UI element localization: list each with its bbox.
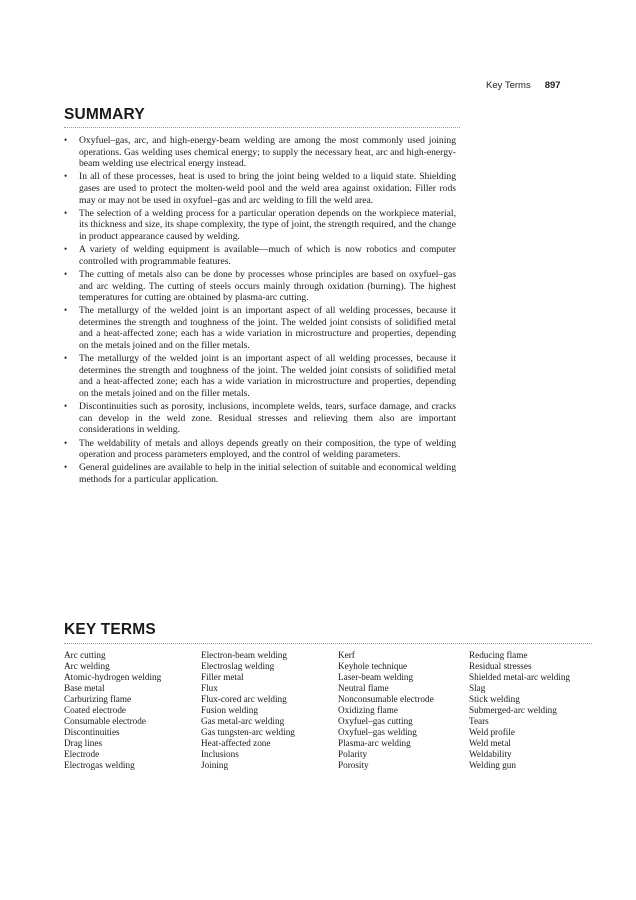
summary-item [64,244,456,267]
key-term: Weldability [469,749,512,760]
key-terms-divider [64,643,592,644]
summary-item [64,438,456,461]
key-term: Polarity [338,749,368,760]
summary-heading: SUMMARY [64,106,145,123]
summary-item [64,135,456,170]
key-term: Plasma-arc welding [338,738,411,749]
key-term: Gas metal-arc welding [201,716,285,727]
key-terms-column [201,650,338,772]
key-term: Discontinuities [64,727,120,738]
running-head-section: Key Terms [486,80,531,91]
key-term: Porosity [338,760,369,771]
key-term: Welding gun [469,760,516,771]
key-term: Slag [469,683,486,694]
summary-item-text: The metallurgy of the welded joint is an important aspect of all welding processes, because it determines the strength and toughness of the joint. The welded joint consists of solidified metal and a heat-affected zone; each has a wide variation in microstructure and properties, depending on the metals joined and on the filler metals. [79,305,456,352]
summary-list [64,135,456,487]
key-terms-grid [64,650,592,772]
key-terms-column [469,650,592,772]
key-term: Arc welding [64,661,110,672]
key-term: Inclusions [201,749,239,760]
summary-item-text: The selection of a welding process for a particular operation depends on the workpiece material, its thickness and size, its shape complexity, the type of joint, the strength required, and the change in product appearance caused by welding. [79,207,456,242]
key-term: Tears [469,716,489,727]
key-term: Electrode [64,749,100,760]
key-term: Weld profile [469,727,515,738]
key-term: Oxidizing flame [338,705,398,716]
key-term: Electroslag welding [201,661,275,672]
key-term: Carburizing flame [64,694,132,705]
key-term: Laser-beam welding [338,672,414,683]
summary-item [64,353,456,399]
key-term: Kerf [338,650,355,660]
key-term: Weld metal [469,738,511,749]
key-term: Residual stresses [469,661,532,672]
key-term: Reducing flame [469,650,528,660]
key-term: Arc cutting [64,650,106,660]
summary-divider [64,127,460,128]
key-terms-column [338,650,469,772]
key-term: Joining [201,760,229,771]
summary-item-text: In all of these processes, heat is used to bring the joint being welded to a liquid state. Shielding gases are used to protect the molten-weld pool and the weld area against oxidation. Filler rods may or may not be used in oxyfuel–gas and arc welding to fill the weld area. [79,171,456,206]
key-term: Electrogas welding [64,760,135,771]
key-term: Oxyfuel–gas cutting [338,716,413,727]
key-term: Flux [201,683,218,694]
key-term: Nonconsumable electrode [338,694,434,705]
summary-item-text: General guidelines are available to help in the initial selection of suitable and economical welding methods for a particular application. [79,462,456,485]
running-head [486,80,561,91]
summary-item [64,401,456,436]
page-number: 897 [544,80,561,91]
key-term: Fusion welding [201,705,258,716]
key-term: Submerged-arc welding [469,705,557,716]
key-term: Coated electrode [64,705,126,716]
summary-item-text: Discontinuities such as porosity, inclusions, incomplete welds, tears, surface damage, and cracks can develop in the weld zone. Residual stresses and relieving them also are important considerations in welding. [79,401,456,436]
bullet-icon: • [64,305,68,316]
summary-item [64,269,456,304]
bullet-icon: • [64,462,68,473]
key-term: Electron-beam welding [201,650,287,660]
key-terms-heading: KEY TERMS [64,621,156,638]
summary-item [64,305,456,351]
summary-item-text: Oxyfuel–gas, arc, and high-energy-beam welding are among the most commonly used joining operations. Gas welding uses chemical energy; to supply the necessary heat, arc and high-energy-beam welding use electrical energy instead. [79,135,456,170]
bullet-icon: • [64,171,68,182]
bullet-icon: • [64,135,68,145]
bullet-icon: • [64,244,68,255]
bullet-icon: • [64,207,68,218]
key-terms-column [64,650,201,772]
summary-item-text: The cutting of metals also can be done by processes whose principles are based on oxyfuel–gas and arc welding. The cutting of steels occurs mainly through oxidation (burning). The highest temperatures for cutting are obtained by plasma-arc cutting. [79,268,456,304]
bullet-icon: • [64,353,68,364]
key-term: Atomic-hydrogen welding [64,672,162,683]
summary-item [64,462,456,485]
key-term: Base metal [64,683,105,694]
summary-item [64,171,456,206]
key-term: Flux-cored arc welding [201,694,287,705]
key-term: Drag lines [64,738,103,749]
bullet-icon: • [64,437,68,448]
key-term: Consumable electrode [64,716,146,727]
key-term: Gas tungsten-arc welding [201,727,295,738]
key-term: Heat-affected zone [201,738,271,749]
summary-item-text: The metallurgy of the welded joint is an important aspect of all welding processes, because it determines the strength and toughness of the joint. The welded joint consists of solidified metal and a heat-affected zone; each has a wide variation in microstructure and properties, depending on the metals joined and on the filler metals. [79,353,456,400]
bullet-icon: • [64,268,68,279]
summary-item [64,208,456,243]
key-term: Neutral flame [338,683,389,694]
key-term: Shielded metal-arc welding [469,672,571,683]
key-term: Oxyfuel–gas welding [338,727,417,738]
key-term: Keyhole technique [338,661,408,672]
bullet-icon: • [64,401,68,412]
key-term: Filler metal [201,672,244,683]
summary-item-text: The weldability of metals and alloys depends greatly on their composition, the type of welding operation and process parameters employed, and the control of welding parameters. [79,437,456,461]
key-term: Stick welding [469,694,520,705]
summary-item-text: A variety of welding equipment is available—much of which is now robotics and computer controlled with programmable features. [79,244,456,267]
